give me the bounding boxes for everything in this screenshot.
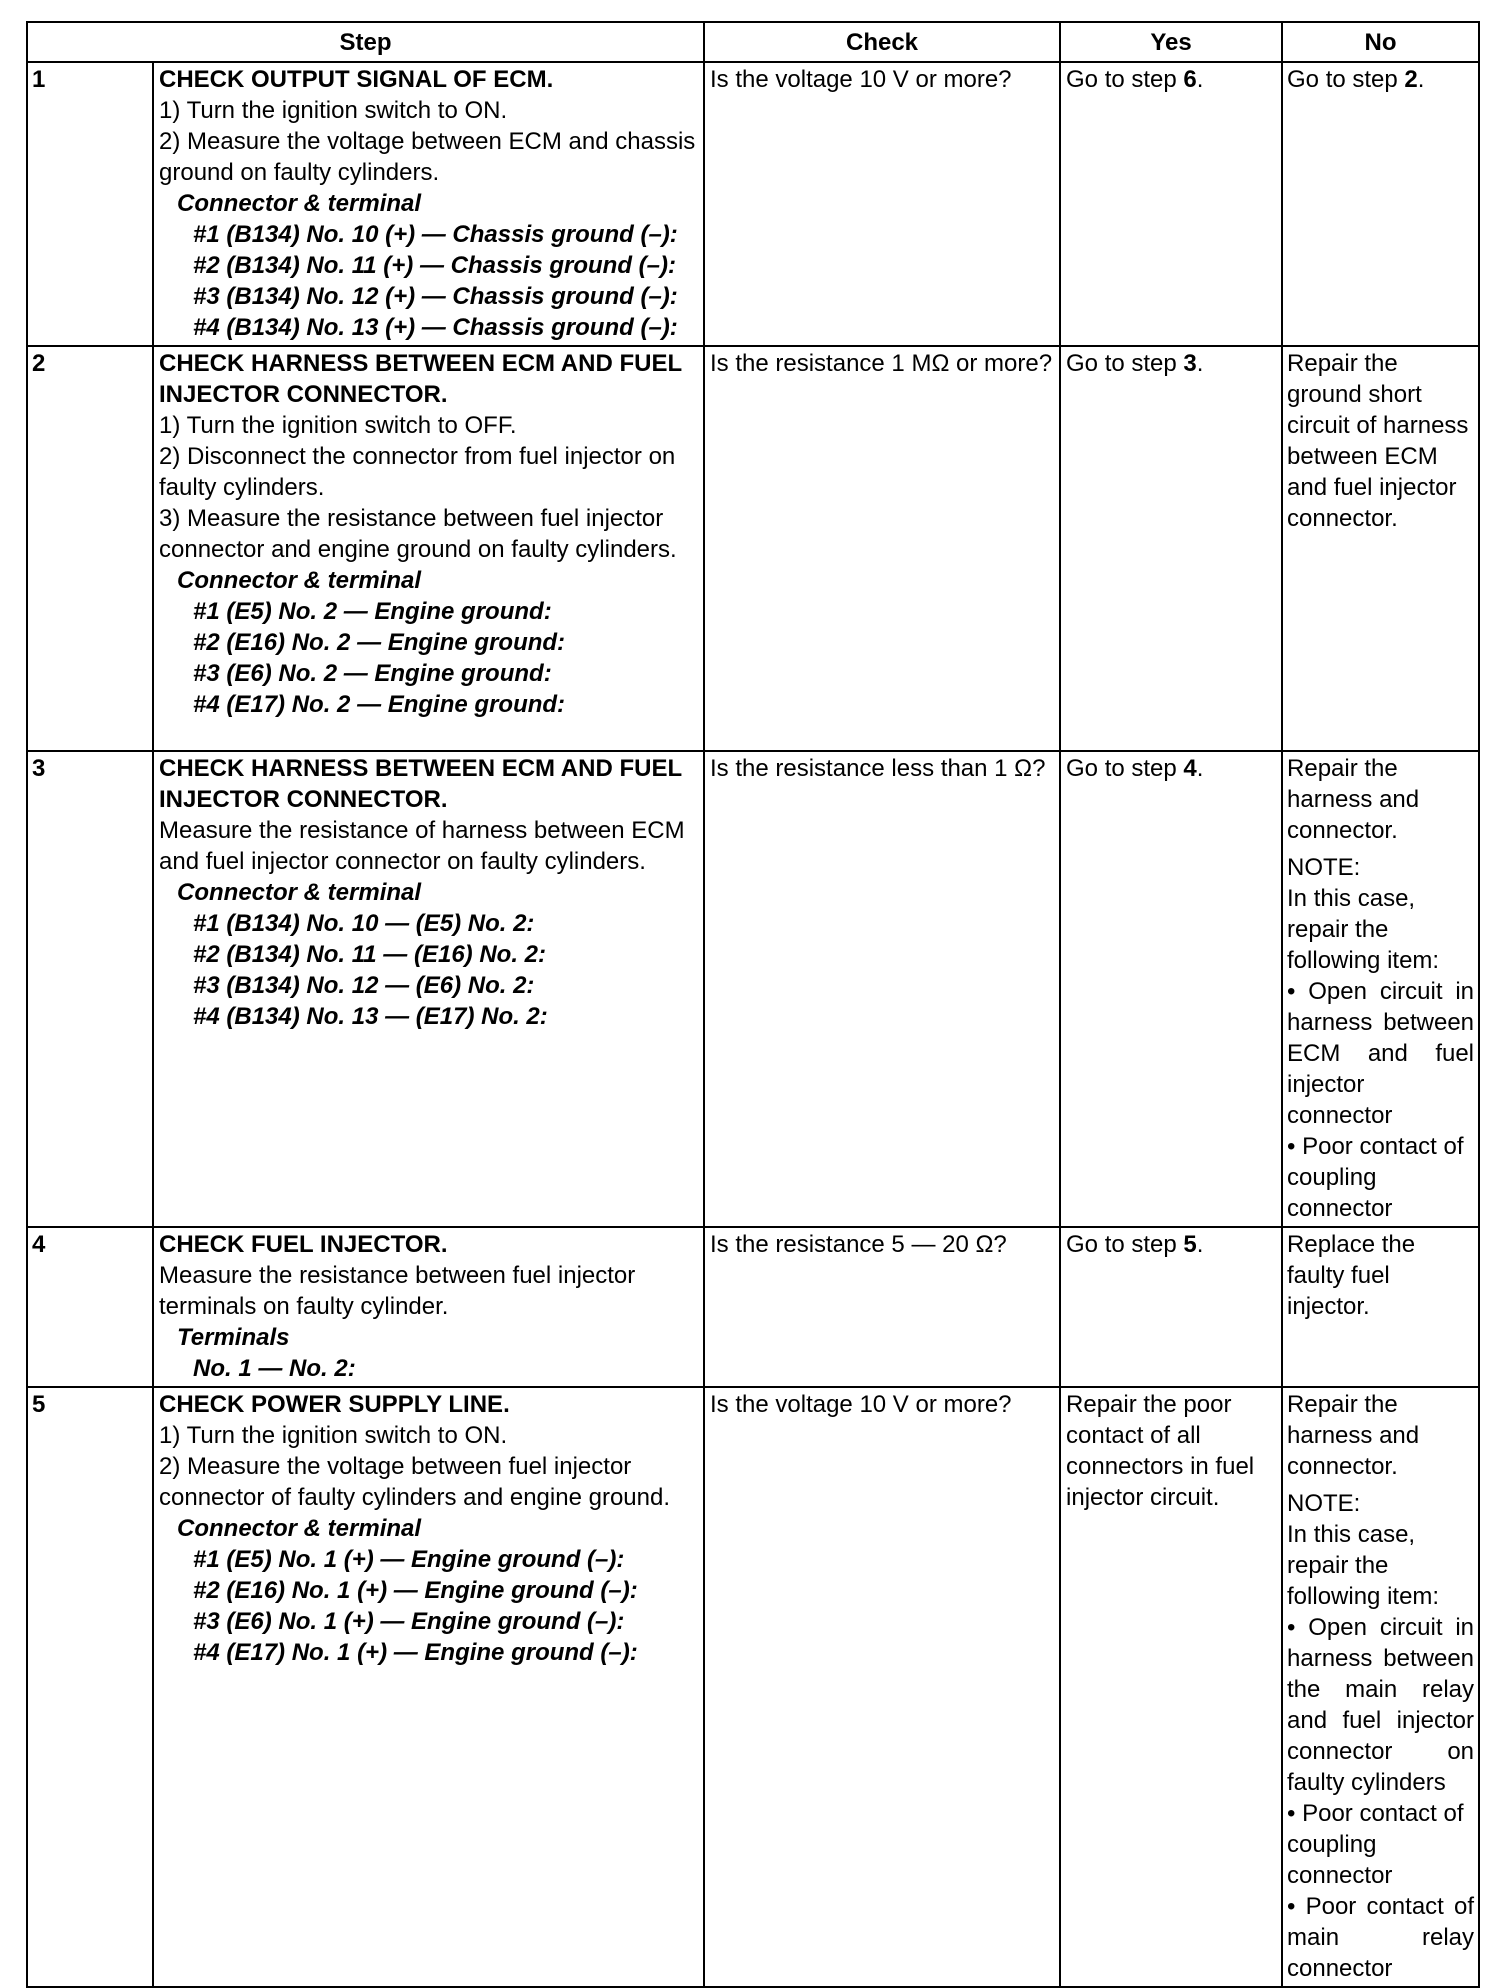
note-item: • Poor contact of coupling connector	[1287, 1133, 1464, 1222]
step-number: 1	[27, 62, 153, 346]
table-row	[27, 1387, 1479, 1987]
note-item: • Poor contact of main relay connector	[1287, 1893, 1475, 1982]
step-number: 2	[27, 346, 153, 751]
table-row	[27, 62, 1479, 346]
terminal-item: #2 (B134) No. 11 — (E16) No. 2:	[193, 941, 546, 968]
terminal-item: #4 (E17) No. 2 — Engine ground:	[193, 691, 566, 718]
terminal-item: #4 (B134) No. 13 (+) — Chassis ground (–):	[193, 314, 678, 341]
check-cell: Is the voltage 10 V or more?	[704, 1387, 1060, 1987]
step-ref: 6	[1183, 66, 1197, 93]
note-item: • Open circuit in harness between the main relay and fuel injector connector on faulty cylinders	[1287, 1614, 1475, 1796]
instruction: 2) Measure the voltage between fuel injector connector of faulty cylinders and engine ground.	[159, 1453, 670, 1511]
check-cell: Is the resistance less than 1 Ω?	[704, 751, 1060, 1227]
terminal-heading: Connector & terminal	[177, 879, 422, 906]
yes-cell: Go to step 3.	[1060, 346, 1282, 751]
yes-cell: Go to step 6.	[1060, 62, 1282, 346]
no-cell: Go to step 2.	[1282, 62, 1479, 346]
table-row	[27, 346, 1479, 751]
step-number: 4	[27, 1227, 153, 1387]
step-title: CHECK HARNESS BETWEEN ECM AND FUEL INJECTOR CONNECTOR.	[159, 755, 682, 813]
diagnostic-table	[26, 21, 1480, 1988]
instruction: 1) Turn the ignition switch to ON.	[159, 97, 508, 124]
terminal-item: #1 (E5) No. 1 (+) — Engine ground (–):	[193, 1546, 625, 1573]
no-cell: Replace the faulty fuel injector.	[1282, 1227, 1479, 1387]
no-cell	[1282, 751, 1479, 1227]
terminal-item: #2 (E16) No. 1 (+) — Engine ground (–):	[193, 1577, 638, 1604]
terminal-item: #3 (B134) No. 12 (+) — Chassis ground (–):	[193, 283, 678, 310]
yes-cell: Go to step 4.	[1060, 751, 1282, 1227]
instruction: 2) Measure the voltage between ECM and chassis ground on faulty cylinders.	[159, 128, 696, 186]
terminal-item: #4 (E17) No. 1 (+) — Engine ground (–):	[193, 1639, 638, 1666]
no-cell: Repair the ground short circuit of harness between ECM and fuel injector connector.	[1282, 346, 1479, 751]
step-ref: 3	[1183, 350, 1197, 377]
terminal-heading: Terminals	[177, 1324, 290, 1351]
step-description	[153, 346, 704, 751]
note-label: NOTE:	[1287, 1490, 1361, 1517]
instruction: Measure the resistance of harness between ECM and fuel injector connector on faulty cylinders.	[159, 817, 685, 875]
terminal-item: #1 (B134) No. 10 (+) — Chassis ground (–):	[193, 221, 678, 248]
note-intro: In this case, repair the following item:	[1287, 885, 1440, 974]
instruction: Measure the resistance between fuel injector terminals on faulty cylinder.	[159, 1262, 636, 1320]
no-action: Repair the harness and connector.	[1287, 755, 1420, 844]
step-description	[153, 1387, 704, 1987]
terminal-item: #3 (B134) No. 12 — (E6) No. 2:	[193, 972, 535, 999]
header-row	[27, 22, 1479, 62]
terminal-item: #2 (B134) No. 11 (+) — Chassis ground (–):	[193, 252, 676, 279]
check-cell: Is the resistance 1 MΩ or more?	[704, 346, 1060, 751]
step-number: 5	[27, 1387, 153, 1987]
yes-cell: Repair the poor contact of all connectors in fuel injector circuit.	[1060, 1387, 1282, 1987]
step-title: CHECK OUTPUT SIGNAL OF ECM.	[159, 66, 554, 93]
terminal-item: #3 (E6) No. 2 — Engine ground:	[193, 660, 552, 687]
step-description	[153, 1227, 704, 1387]
step-description	[153, 751, 704, 1227]
terminal-heading: Connector & terminal	[177, 1515, 422, 1542]
note-intro: In this case, repair the following item:	[1287, 1521, 1440, 1610]
step-ref: 2	[1404, 66, 1418, 93]
note-label: NOTE:	[1287, 854, 1361, 881]
note-item: • Poor contact of coupling connector	[1287, 1800, 1464, 1889]
terminal-item: No. 1 — No. 2:	[193, 1355, 356, 1382]
step-header: Step	[27, 22, 704, 62]
terminal-item: #4 (B134) No. 13 — (E17) No. 2:	[193, 1003, 548, 1030]
note-item: • Open circuit in harness between ECM and fuel injector connector	[1287, 978, 1475, 1129]
step-number: 3	[27, 751, 153, 1227]
step-title: CHECK POWER SUPPLY LINE.	[159, 1391, 510, 1418]
no-action: Repair the harness and connector.	[1287, 1391, 1420, 1480]
no-cell	[1282, 1387, 1479, 1987]
table-row	[27, 1227, 1479, 1387]
step-ref: 4	[1183, 755, 1197, 782]
step-ref: 5	[1183, 1231, 1197, 1258]
no-header: No	[1282, 22, 1479, 62]
instruction: 3) Measure the resistance between fuel injector connector and engine ground on faulty cylinders.	[159, 505, 677, 563]
step-description	[153, 62, 704, 346]
step-title: CHECK HARNESS BETWEEN ECM AND FUEL INJECTOR CONNECTOR.	[159, 350, 682, 408]
check-cell: Is the resistance 5 — 20 Ω?	[704, 1227, 1060, 1387]
terminal-item: #1 (E5) No. 2 — Engine ground:	[193, 598, 552, 625]
table-row	[27, 751, 1479, 1227]
yes-header: Yes	[1060, 22, 1282, 62]
instruction: 1) Turn the ignition switch to ON.	[159, 1422, 508, 1449]
check-cell: Is the voltage 10 V or more?	[704, 62, 1060, 346]
instruction: 2) Disconnect the connector from fuel injector on faulty cylinders.	[159, 443, 676, 501]
terminal-item: #2 (E16) No. 2 — Engine ground:	[193, 629, 566, 656]
check-header: Check	[704, 22, 1060, 62]
terminal-heading: Connector & terminal	[177, 190, 422, 217]
instruction: 1) Turn the ignition switch to OFF.	[159, 412, 517, 439]
yes-cell: Go to step 5.	[1060, 1227, 1282, 1387]
terminal-heading: Connector & terminal	[177, 567, 422, 594]
terminal-item: #3 (E6) No. 1 (+) — Engine ground (–):	[193, 1608, 625, 1635]
terminal-item: #1 (B134) No. 10 — (E5) No. 2:	[193, 910, 535, 937]
step-title: CHECK FUEL INJECTOR.	[159, 1231, 448, 1258]
